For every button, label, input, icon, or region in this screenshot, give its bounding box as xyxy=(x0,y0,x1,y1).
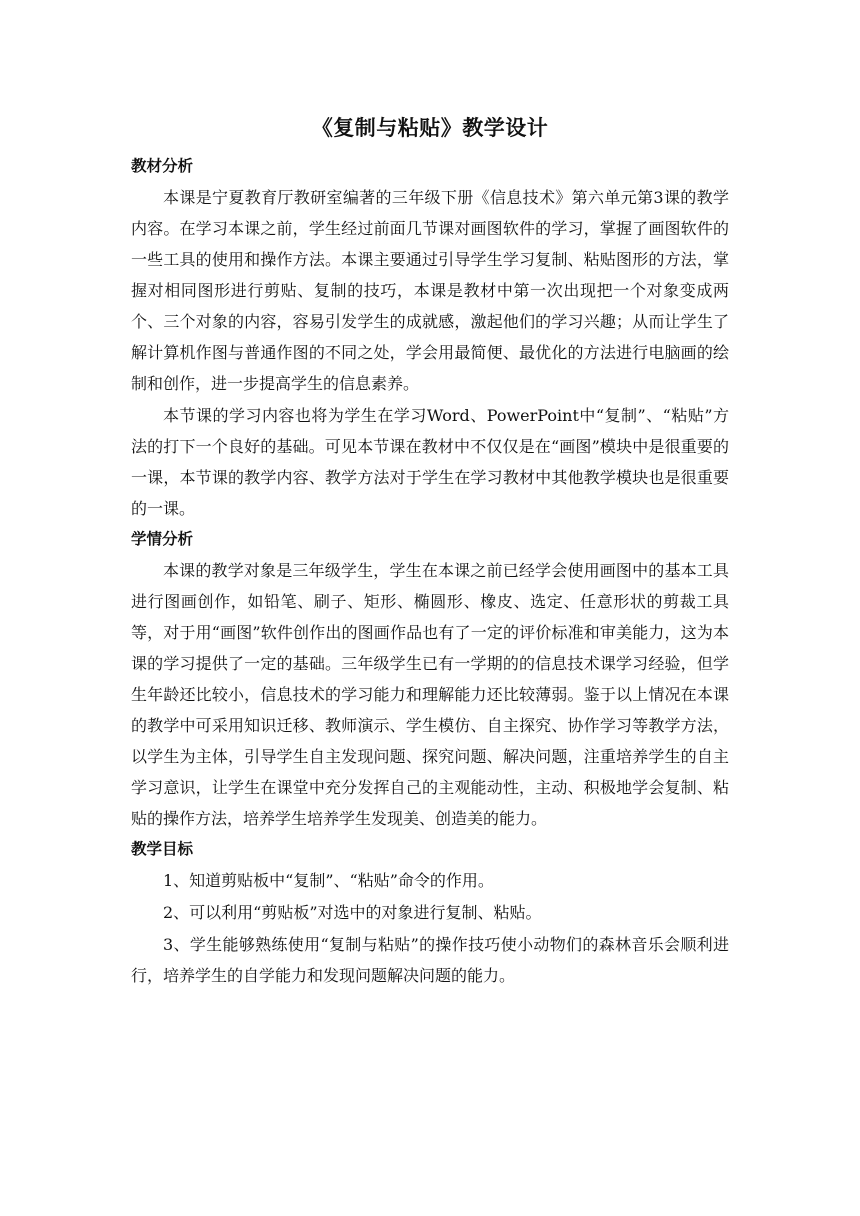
section-heading: 教材分析 xyxy=(131,157,194,175)
paragraph: 本课是宁夏教育厅教研室编著的三年级下册《信息技术》第六单元第3课的教学内容。在学习本课之前，学生经过前面几节课对画图软件的学习，掌握了画图软件的一些工具的使用和操作方法。本课主要通过引导学生学习复制、粘贴图形的方法，掌握对相同图形进行剪贴、复制的技巧，本课是教材中第一次出现把一个对象变成两个、三个对象的内容，容易引发学生的成就感，激起他们的学习兴趣；从而让学生了解计算机作图与普通作图的不同之处，学会用最简便、最优化的方法进行电脑画的绘制和创作，进一步提高学生的信息素养。 xyxy=(131,188,729,393)
document-page xyxy=(131,112,729,992)
section-heading: 教学目标 xyxy=(131,840,194,858)
paragraph: 本课的教学对象是三年级学生，学生在本课之前已经学会使用画图中的基本工具进行图画创作，如铅笔、刷子、矩形、椭圆形、橡皮、选定、任意形状的剪裁工具等，对于用“画图”软件创作出的图画作品也有了一定的评价标准和审美能力，这为本课的学习提供了一定的基础。三年级学生已有一学期的的信息技术课学习经验，但学生年龄还比较小，信息技术的学习能力和理解能力还比较薄弱。鉴于以上情况在本课的教学中可采用知识迁移、教师演示、学生模仿、自主探究、协作学习等教学方法，以学生为主体，引导学生自主发现问题、探究问题、解决问题，注重培养学生的自主学习意识，让学生在课堂中充分发挥自己的主观能动性，主动、积极地学会复制、粘贴的操作方法，培养学生培养学生发现美、创造美的能力。 xyxy=(131,561,729,828)
section-teaching-objectives xyxy=(131,835,729,991)
section-textbook-analysis xyxy=(131,152,729,524)
section-heading: 学情分析 xyxy=(131,530,194,548)
paragraph: 本节课的学习内容也将为学生在学习Word、PowerPoint中“复制”、“粘贴”方法的打下一个良好的基础。可见本节课在教材中不仅仅是在“画图”模块中是很重要的一课，本节课的教学内容、教学方法对于学生在学习教材中其他教学模块也是很重要的一课。 xyxy=(131,406,729,518)
objective-item: 1、知道剪贴板中“复制”、“粘贴”命令的作用。 xyxy=(163,871,494,890)
section-student-analysis xyxy=(131,525,729,834)
objective-item: 2、可以利用“剪贴板”对选中的对象进行复制、粘贴。 xyxy=(163,903,542,922)
objective-item: 3、学生能够熟练使用“复制与粘贴”的操作技巧使小动物们的森林音乐会顺利进行，培养学生的自学能力和发现问题解决问题的能力。 xyxy=(131,935,729,985)
document-title: 《复制与粘贴》教学设计 xyxy=(311,116,549,140)
